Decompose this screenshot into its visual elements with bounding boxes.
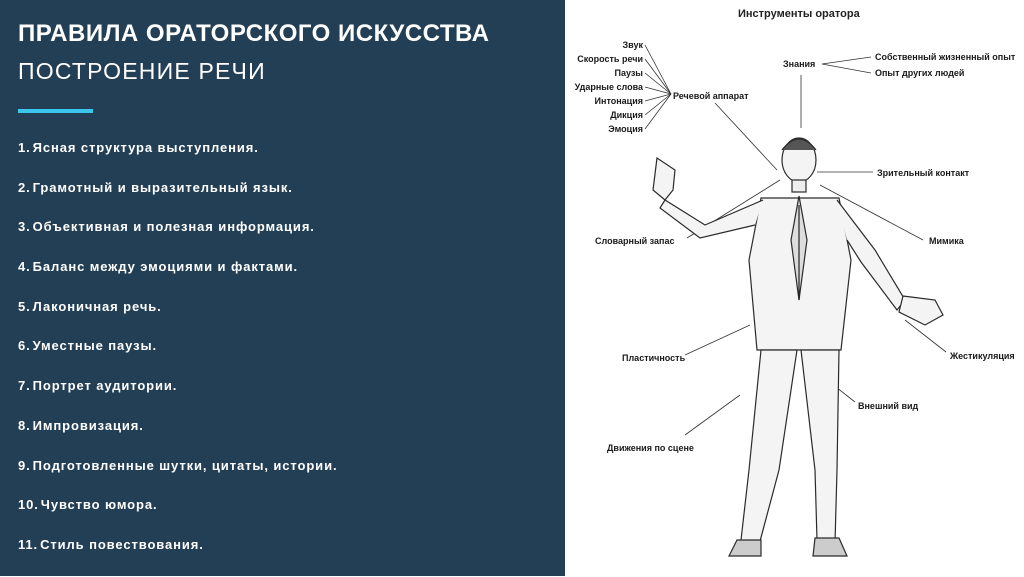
rule-text: Лаконичная речь. [32, 298, 162, 314]
slide-title: ПРАВИЛА ОРАТОРСКОГО ИСКУССТВА [18, 20, 490, 47]
label-facial: Мимика [929, 236, 964, 246]
label-gestures: Жестикуляция [950, 351, 1015, 361]
rule-item [18, 259, 337, 299]
label-others-experience: Опыт других людей [875, 68, 965, 78]
speech-connector-lines [645, 45, 671, 129]
rule-item [18, 497, 337, 537]
label-appearance: Внешний вид [858, 401, 919, 411]
rule-text: Ясная структура выступления. [32, 140, 259, 155]
rules-list [18, 140, 337, 577]
rule-number: 1. [18, 140, 31, 155]
rule-item [18, 140, 337, 180]
rule-text: Чувство юмора. [40, 497, 158, 513]
label-stage-movement: Движения по сцене [607, 443, 694, 453]
speaker-diagram [565, 0, 1024, 576]
rule-item [18, 378, 337, 418]
speaker-figure [653, 138, 943, 556]
rule-text: Портрет аудитории. [32, 378, 178, 394]
rule-number: 4. [18, 259, 31, 275]
label-knowledge: Знания [783, 59, 816, 69]
label-own-experience: Собственный жизненный опыт [875, 52, 1016, 62]
figure-title: Инструменты оратора [738, 8, 860, 20]
rule-number: 3. [18, 219, 31, 235]
label-sound: Звук [622, 40, 643, 50]
label-emotion: Эмоция [608, 124, 643, 134]
rule-number: 10. [18, 497, 39, 513]
label-speech-apparatus: Речевой аппарат [673, 91, 749, 101]
rule-text: Подготовленные шутки, цитаты, истории. [32, 457, 338, 473]
rule-text: Стиль повествования. [40, 536, 204, 552]
label-diction: Дикция [610, 110, 643, 120]
rule-number: 8. [18, 417, 31, 433]
rule-text: Грамотный и выразительный язык. [32, 179, 293, 195]
rule-number: 5. [18, 298, 31, 314]
rule-number: 6. [18, 338, 31, 354]
rule-number: 7. [18, 378, 31, 394]
rule-text: Импровизация. [32, 417, 144, 433]
label-stressed-words: Ударные слова [574, 82, 643, 92]
label-plasticity: Пластичность [622, 353, 686, 363]
label-speech-rate: Скорость речи [577, 54, 643, 64]
rule-item [18, 219, 337, 259]
rule-text: Уместные паузы. [32, 338, 157, 354]
rule-item [18, 338, 337, 378]
rule-item [18, 299, 337, 339]
accent-bar [18, 109, 93, 113]
label-vocabulary: Словарный запас [595, 236, 675, 246]
rule-item [18, 418, 337, 458]
rule-item [18, 180, 337, 220]
rule-item [18, 537, 337, 577]
label-pauses: Паузы [614, 68, 643, 78]
rule-number: 9. [18, 457, 31, 473]
rule-text: Объективная и полезная информация. [32, 219, 315, 235]
speaker-figure-panel [565, 0, 1024, 576]
label-eye-contact: Зрительный контакт [877, 168, 970, 178]
label-intonation: Интонация [594, 96, 643, 106]
rule-text: Баланс между эмоциями и фактами. [32, 259, 299, 275]
slide-subtitle: ПОСТРОЕНИЕ РЕЧИ [18, 58, 266, 84]
rule-number: 2. [18, 179, 31, 195]
rule-item [18, 458, 337, 498]
rule-number: 11. [18, 536, 39, 552]
